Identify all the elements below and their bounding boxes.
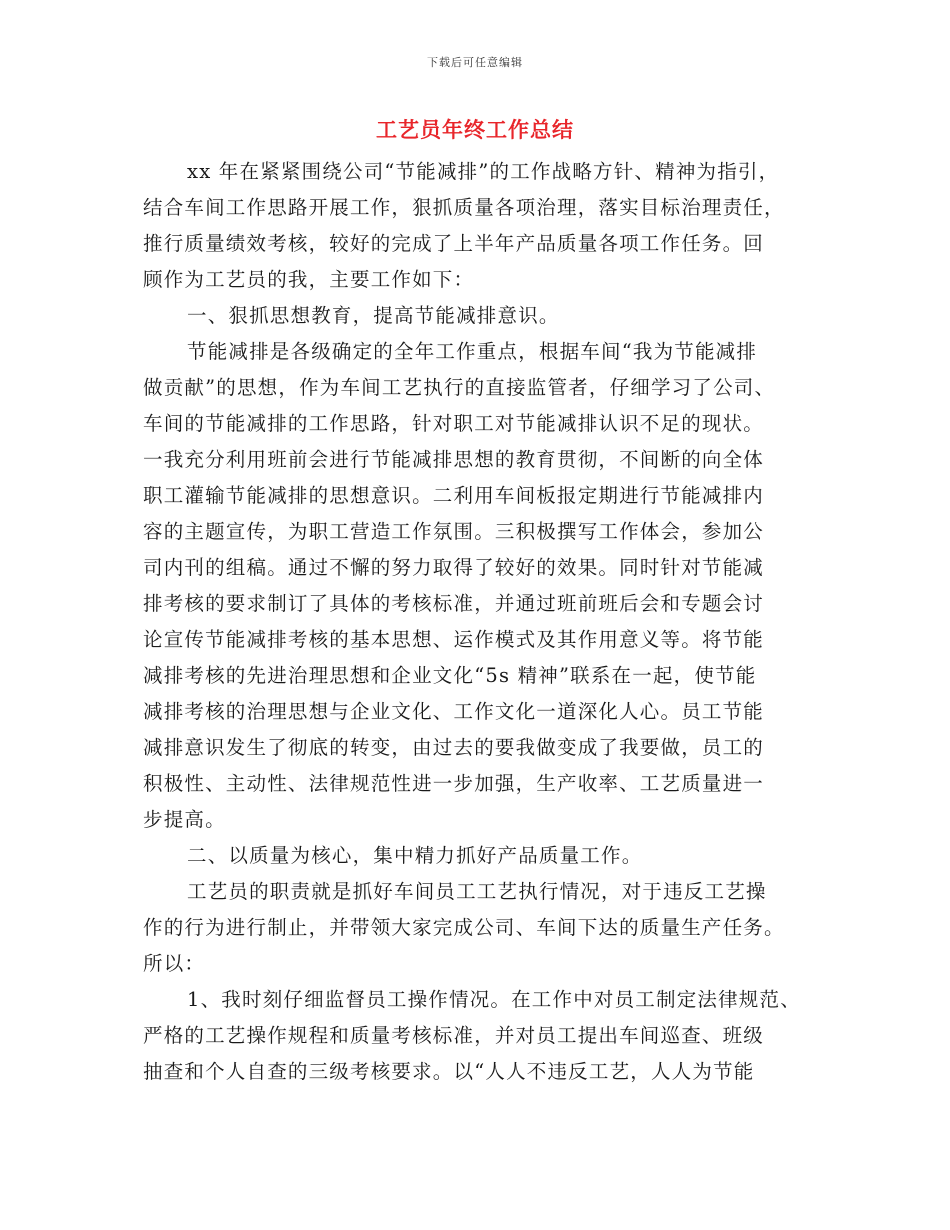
paragraph-line: xx 年在紧紧围绕公司“节能减排”的工作战略方针、精神为指引， xyxy=(187,160,780,183)
paragraph-line: 推行质量绩效考核，较好的完成了上半年产品质量各项工作任务。回 xyxy=(143,232,765,255)
paragraph-line: 论宣传节能减排考核的基本思想、运作模式及其作用意义等。将节能 xyxy=(143,628,765,651)
paragraph-line: 节能减排是各级确定的全年工作重点，根据车间“我为节能减排 xyxy=(187,340,758,363)
paragraph-line: 所以： xyxy=(143,952,206,975)
document-body xyxy=(143,154,823,1090)
paragraph-line: 一我充分利用班前会进行节能减排思想的教育贯彻，不间断的向全体 xyxy=(143,448,765,471)
paragraph-line: 减排考核的治理思想与企业文化、工作文化一道深化人心。员工节能 xyxy=(143,700,765,723)
paragraph-line: 1、我时刻仔细监督员工操作情况。在工作中对员工制定法律规范、 xyxy=(187,988,801,1011)
paragraph-line: 二、以质量为核心，集中精力抓好产品质量工作。 xyxy=(187,844,643,867)
paragraph-line: 职工灌输节能减排的思想意识。二利用车间板报定期进行节能减排内 xyxy=(143,484,765,507)
paragraph-line: 步提高。 xyxy=(143,808,226,831)
paragraph-line: 顾作为工艺员的我，主要工作如下： xyxy=(143,268,475,291)
paragraph-line: 减排意识发生了彻底的转变，由过去的要我做变成了我要做，员工的 xyxy=(143,736,765,759)
paragraph-line: 积极性、主动性、法律规范性进一步加强，生产收率、工艺质量进一 xyxy=(143,772,765,795)
paragraph-line: 结合车间工作思路开展工作，狠抓质量各项治理，落实目标治理责任， xyxy=(143,196,785,219)
paragraph-line: 车间的节能减排的工作思路，针对职工对节能减排认识不足的现状。 xyxy=(143,412,765,435)
paragraph-line: 作的行为进行制止，并带领大家完成公司、车间下达的质量生产任务。 xyxy=(143,916,785,939)
page-header-note: 下载后可任意编辑 xyxy=(427,56,523,69)
paragraph-line: 抽查和个人自查的三级考核要求。以“人人不违反工艺，人人为节能 xyxy=(143,1060,755,1083)
paragraph-line: 一、狠抓思想教育，提高节能减排意识。 xyxy=(187,304,560,327)
paragraph-line: 司内刊的组稿。通过不懈的努力取得了较好的效果。同时针对节能减 xyxy=(143,556,765,579)
document-title: 工艺员年终工作总结 xyxy=(376,117,574,142)
paragraph-line: 工艺员的职责就是抓好车间员工工艺执行情况，对于违反工艺操 xyxy=(187,880,767,903)
paragraph-line: 排考核的要求制订了具体的考核标准，并通过班前班后会和专题会讨 xyxy=(143,592,765,615)
paragraph-line: 减排考核的先进治理思想和企业文化“5s 精神”联系在一起，使节能 xyxy=(143,664,757,687)
paragraph-line: 严格的工艺操作规程和质量考核标准，并对员工提出车间巡查、班级 xyxy=(143,1024,765,1047)
paragraph-line: 做贡献”的思想，作为车间工艺执行的直接监管者，仔细学习了公司、 xyxy=(143,376,776,399)
paragraph-line: 容的主题宣传，为职工营造工作氛围。三积极撰写工作体会，参加公 xyxy=(143,520,765,543)
